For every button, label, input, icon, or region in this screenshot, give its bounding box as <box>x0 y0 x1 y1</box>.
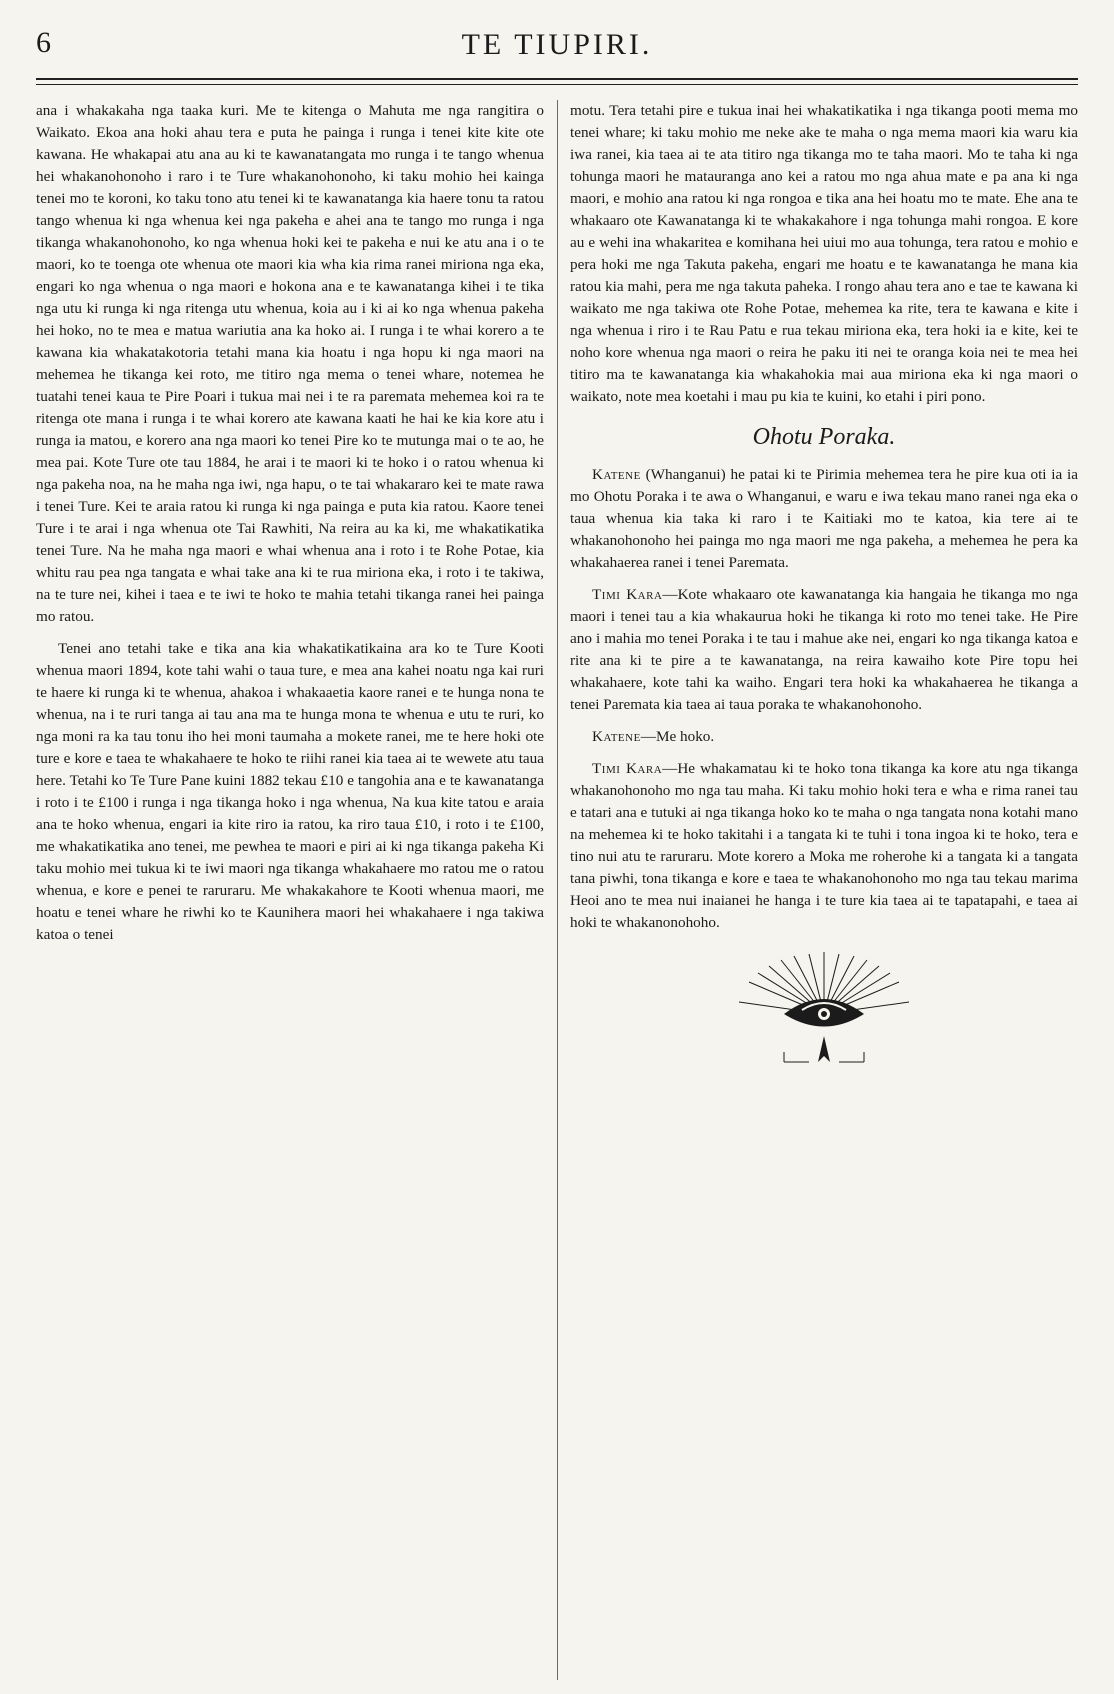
speech-timi-kara-1 <box>570 584 1078 716</box>
page-title: TE TIUPIRI. <box>461 28 653 61</box>
speech-timi-kara-2 <box>570 758 1078 934</box>
right-column <box>570 100 1078 1680</box>
speech-text: —Me hoko. <box>640 728 715 745</box>
header-rule <box>36 78 1078 85</box>
left-paragraph-2: Tenei ano tetahi take e tika ana kia whakatikatikaina ara ko te Ture Kooti whenua maori 1894, kote tahi wahi o taua ture, e mea ana kahei noatu nga kai ruri te haere ki runga ki te whenua, ahakoa i whakaaetia kaore ranei e te hunga nona te whenua, na i te ruri tanga ai tau ana ma te hunga mona te whenua e utu te ruri, ko nga moni ra ka tau tonu iho hei moni taumaha a mokete ranei, me te here hoki ote ture e kore e taea te whakahaere te hoko te riihi ranei kia taea ai te wewete atu taua here. Tetahi ko Te Ture Pane kuini 1882 tekau £10 e tangohia ana e te kawanatanga i roto i te £100 i runga i nga tikanga hoko i nga whenua, Na kua kite tatou e araia ana te hoko whenua, engari ia kite riro ia ratou, ka riro taua £10, i roto i te £100, me whakatikatika ano tenei, me pewhea te maori e piri ai ki nga tikanga pakeha Ki taku mohio mei tukua ki te iwi maori nga tikanga whakahaere mo ratou me o ratou whenua, e kore e penei te raruraru. Me whakakahore te Kooti whenua maori, me hoatu e tenei whare he riwhi ko te Kaunihera maori hei whakahaere i nga takiwa katoa o tenei <box>36 640 544 943</box>
section-heading-ohotu-poraka: Ohotu Poraka. <box>752 424 896 450</box>
left-paragraph-1: ana i whakakaha nga taaka kuri. Me te kitenga o Mahuta me nga rangitira o Waikato. Ekoa ana hoki ahau tera e puta he painga i runga i tenei kite kite ote kawana. He whakapai atu ana au ki te kawanatangata mo runga i te tango whenua hei whakanohonoho i raro i te Ture whakanohonoho, ki taku mohio hei kainga tenei mo te koroni, ko taku tono atu tenei ki te kawanatanga kia haere tonu ta ratou tango whenua ki nga whenua kei nga pakeha e ahei ana te tango mo runga i nga tikanga whakanohonoho, ko nga whenua hoki kei te pakeha e nui ke atu ana i o te maori, ko te toenga ote whenua ote maori kia wha kia rima ranei miriona nga eka, engari ko nga whenua o nga maori e hokona ana e te kawanatanga kihei i te tika nga utu ki runga ki nga ritenga utu whenua, koia au i ki ai ko nga whenua pakeha hei hoko, no te mea e matua wariutia ana ka hoko ai. I runga i te whai korero a te kawana kia whakatakotoria tetahi mana kia hoatu i nga hopu ki nga maori na mehemea he tikanga kei roto, me titiro nga mema o tenei whare, notemea he tuatahi tenei kaua te Pire Poari i tukua mai nei i te ra paremata mehemea koi ra te ritenga ote mana i runga i te whai korero ate kawana kaati he hai ke kia kore atu i runga ia matou, e korero ana nga maori ko tenei Pire ko te mutunga mai o te ao, he mea pai. Kote Ture ote tau 1884, he arai i te maori ki te hoko i o ratou whenua ki nga pakeha noa, na he maha nga iwi, nga hapu, o te tai whakararo kei te mate rawa i tenei Ture. Kei te araia ratou ki runga ki nga painga e puta kia ratou. Kaore tenei Ture i te arai i nga whenua ote Tai Rawhiti, Na reira au ka ki, me whakatikatika tenei Ture. Na he maha nga maori e whai whenua ana i roto i te Rohe Potae, kia whitu rau pea nga tangata e whai take ana ki te rua miriona eka, i roto i te takiwa, na te ture nei, kihei i taea e te iwi te hoko te mahia tetahi tikanga ranei hei painga mo ratou. <box>36 102 544 625</box>
speech-text: (Whanganui) he patai ki te Pirimia mehemea tera he pire kua oti ia ia mo Ohotu Poraka i te awa o Whanganui, e waru e iwa tekau mano ranei nga eka o taua whenua kia taka ki raro i te Kaitiaki mo te katoa, kia tere ai te whakanohonoho hei painga mo nga maori me nga pakeha, a mehemea he pera ka whakahaerea ranei i tenei Paremata. <box>570 466 1078 571</box>
right-paragraph-1: motu. Tera tetahi pire e tukua inai hei whakatikatika i nga tikanga pooti mema mo tenei whare; ki taku mohio me neke ake te maha o nga mema maori kia waru kia iwa ranei, kia taea ai te ata titiro nga tikanga mo te taha maori. Mo te taha ki nga tohunga maori he matauranga ano kei a ratou mo nga ahua mate e pa ana ki nga maori, e mohio ana ratou ki nga rongoa e tika ana hei hoatu mo te mate. Ehe ana te whakaaro ote Kawanatanga ki te whakakahore i nga tohunga mahi rongoa. E kore au e wehi ina whakaritea e komihana hei uiui mo aua tohunga, tera ratou e mohio e pera hoki me nga Takuta pakeha, engari me hoatu e te kawanatanga he mana kia ratou kia mahi, pera me nga takuta paheka. I rongo ahau tera ano e tae te kawana ki waikato me nga takiwa ote Rohe Potae, mehemea ka rite, tera te kawana e kite i nga whenua i riro i te Rau Patu e rua tekau miriona eka, tera hoki ia e kite, kei te noho kore whenua nga maori o reira he paku iti nei te oranga koia nei te mea hei titiro ma te kawanatanga kia whakahokia mai aua miriona eka ki nga maori o waikato, note mea koetahi i mau pu kia te kuini, ko etahi i piri pono. <box>570 102 1078 405</box>
page-number: 6 <box>36 26 51 59</box>
column-divider <box>557 100 558 1680</box>
speaker-name: Katene <box>592 466 641 483</box>
page-header <box>36 18 1078 70</box>
left-column <box>36 100 544 1680</box>
speaker-name: Katene <box>592 728 641 745</box>
speech-text: —Kote whakaaro ote kawanatanga kia hangaia he tikanga mo nga maori i tenei tau a kia whakaurua hoki he tikanga ki roto mo tenei take. He Pire ano i mahia mo tenei Poraka i te tau i mahue ake nei, engari ko nga tikanga katoa e rite ana ki te pire a te kawanatanga, na reira kawaiho kote Pire topu hei whakahaere, kote tahi ka waiho. Engari tera hoki ka whakahaerea he tikanga a tenei Paremata kia taea ai taua poraka te whakanohonoho. <box>570 586 1078 713</box>
speech-katene-2 <box>570 726 1078 748</box>
speaker-name: Timi Kara <box>592 586 663 603</box>
sunburst-ornament-icon <box>724 944 924 1074</box>
speaker-name: Timi Kara <box>592 760 663 777</box>
speech-katene-1 <box>570 464 1078 574</box>
speech-text: —He whakamatau ki te hoko tona tikanga ka kore atu nga tikanga whakanohonoho mo nga tau maha. Ki taku mohio hoki tera e wha e rima ranei tau e tatari ana e tutuki ai nga tikanga hoko ko te maha o nga tangata nona kotahi mano na mehemea ki te hoko takitahi i a tangata ki te tuhi i tona ingoa ki te hoko, tera e tino nui atu te raruraru. Mote korero a Moka me roherohe ki a tangata ki a tangata tana piwhi, tona tikanga e kore e taea te whakanohonoho mo nga tau tekau marima Heoi ano te mea nui inaianei he hanga i te ture kia taea ai te tapatapahi, e taea ai hoki te whakanonohoho. <box>570 760 1078 931</box>
